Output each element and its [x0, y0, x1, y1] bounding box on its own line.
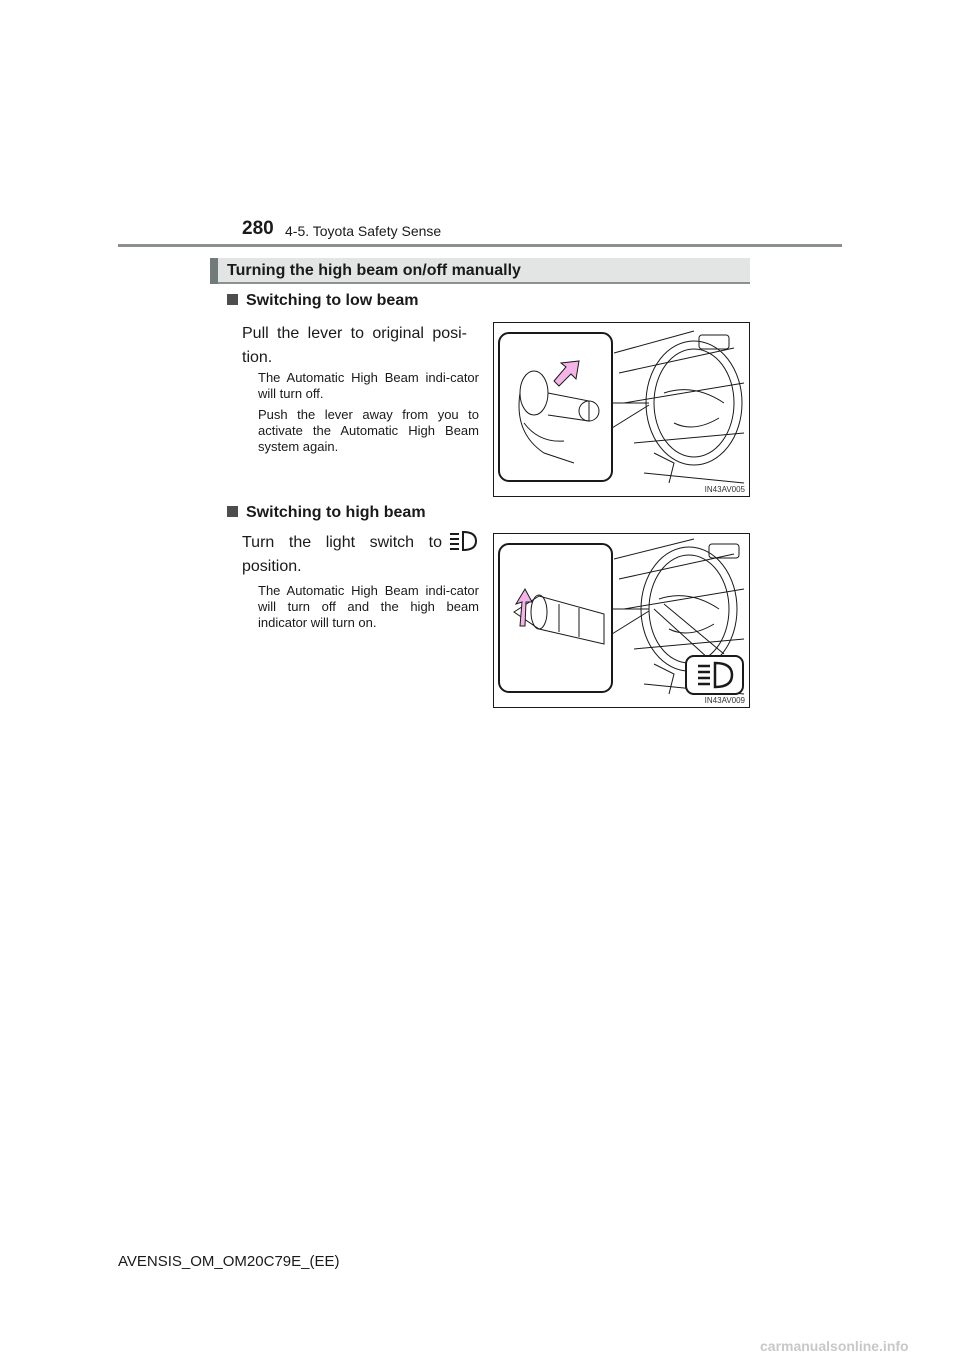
high-beam-icon: [448, 530, 478, 557]
low-beam-subheading: [227, 292, 418, 310]
low-beam-illustration: [494, 323, 749, 496]
figure-low-beam: [493, 322, 750, 497]
high-beam-instruction-end: position.: [242, 558, 302, 575]
header-rule: [118, 244, 842, 247]
low-beam-note-1: The Automatic High Beam indi-cator will turn off.: [258, 370, 479, 401]
low-beam-title: Switching to low beam: [246, 292, 419, 309]
figure-code: IN43AV009: [704, 696, 745, 705]
watermark: carmanualsonline.info: [760, 1338, 909, 1354]
high-beam-illustration: [494, 534, 749, 707]
page-number: 280: [242, 218, 274, 239]
high-beam-title: Switching to high beam: [246, 504, 426, 521]
high-beam-subheading: [227, 504, 426, 522]
low-beam-instruction: Pull the lever to original posi-tion.: [242, 325, 467, 366]
low-beam-note-2: Push the lever away from you to activate the Automatic High Beam system again.: [258, 407, 479, 454]
heading-title: Turning the high beam on/off manually: [227, 262, 521, 279]
high-beam-note: The Automatic High Beam indi-cator will turn off and the high beam indicator will turn on.: [258, 583, 479, 630]
bullet-square-icon: [227, 294, 238, 305]
figure-high-beam: [493, 533, 750, 708]
bullet-square-icon: [227, 506, 238, 517]
section-title: 4-5. Toyota Safety Sense: [285, 223, 442, 239]
high-beam-instruction: Turn the light switch to: [242, 534, 442, 551]
heading-accent: [210, 258, 218, 284]
document-footer: AVENSIS_OM_OM20C79E_(EE): [118, 1253, 340, 1270]
figure-code: IN43AV005: [704, 485, 745, 494]
